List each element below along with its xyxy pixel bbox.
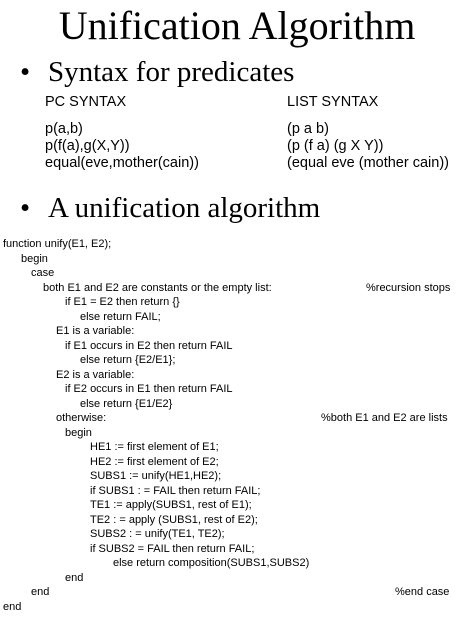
- code-line: SUBS1 := unify(HE1,HE2);: [90, 470, 222, 482]
- code-line: if E1 = E2 then return {}: [65, 296, 180, 308]
- pc-syntax-row: p(f(a),g(X,Y)): [45, 138, 130, 154]
- pc-syntax-row: equal(eve,mother(cain)): [45, 155, 199, 171]
- code-line: begin: [21, 253, 48, 265]
- code-line: E2 is a variable:: [56, 369, 135, 381]
- bullet-text: Syntax for predicates: [48, 56, 295, 88]
- list-syntax-row: (equal eve (mother cain)): [287, 155, 449, 171]
- code-line: else return {E2/E1};: [80, 354, 176, 366]
- code-line: begin: [65, 427, 92, 439]
- comment-recursion-stops: %recursion stops: [366, 282, 451, 294]
- code-line: E1 is a variable:: [56, 325, 135, 337]
- code-line: SUBS2 : = unify(TE1, TE2);: [90, 528, 225, 540]
- bullet-syntax: [20, 56, 294, 88]
- code-line: HE1 := first element of E1;: [90, 441, 219, 453]
- bullet-algorithm: [20, 192, 320, 224]
- list-syntax-row: (p a b): [287, 121, 329, 137]
- pc-syntax-header: PC SYNTAX: [45, 94, 127, 110]
- code-line: else return {E1/E2}: [80, 398, 173, 410]
- list-syntax-row: (p (f a) (g X Y)): [287, 138, 384, 154]
- list-syntax-header: LIST SYNTAX: [287, 94, 379, 110]
- bullet-text: A unification algorithm: [48, 192, 321, 224]
- code-line: HE2 := first element of E2;: [90, 456, 219, 468]
- code-line: TE1 := apply(SUBS1, rest of E1);: [90, 499, 252, 511]
- pc-syntax-row: p(a,b): [45, 121, 83, 137]
- code-line: end: [31, 586, 50, 598]
- comment-both-lists: %both E1 and E2 are lists: [321, 412, 448, 424]
- comment-end-case: %end case: [395, 586, 450, 598]
- code-line: if SUBS1 : = FAIL then return FAIL;: [90, 485, 261, 497]
- code-line: if E1 occurs in E2 then return FAIL: [65, 340, 233, 352]
- code-line: if E2 occurs in E1 then return FAIL: [65, 383, 233, 395]
- slide-title: Unification Algorithm: [58, 3, 416, 48]
- bullet-symbol: •: [20, 192, 31, 224]
- code-line: case: [31, 267, 55, 279]
- code-line: end: [3, 601, 22, 613]
- bullet-symbol: •: [20, 56, 31, 88]
- code-line: otherwise:: [56, 412, 107, 424]
- code-line: function unify(E1, E2);: [3, 238, 112, 250]
- code-line: end: [65, 572, 84, 584]
- code-line: both E1 and E2 are constants or the empty list:: [43, 282, 272, 294]
- code-line: else return composition(SUBS1,SUBS2): [113, 557, 310, 569]
- code-line: if SUBS2 = FAIL then return FAIL;: [90, 543, 255, 555]
- code-line: TE2 : = apply (SUBS1, rest of E2);: [90, 514, 258, 526]
- code-line: else return FAIL;: [80, 311, 161, 323]
